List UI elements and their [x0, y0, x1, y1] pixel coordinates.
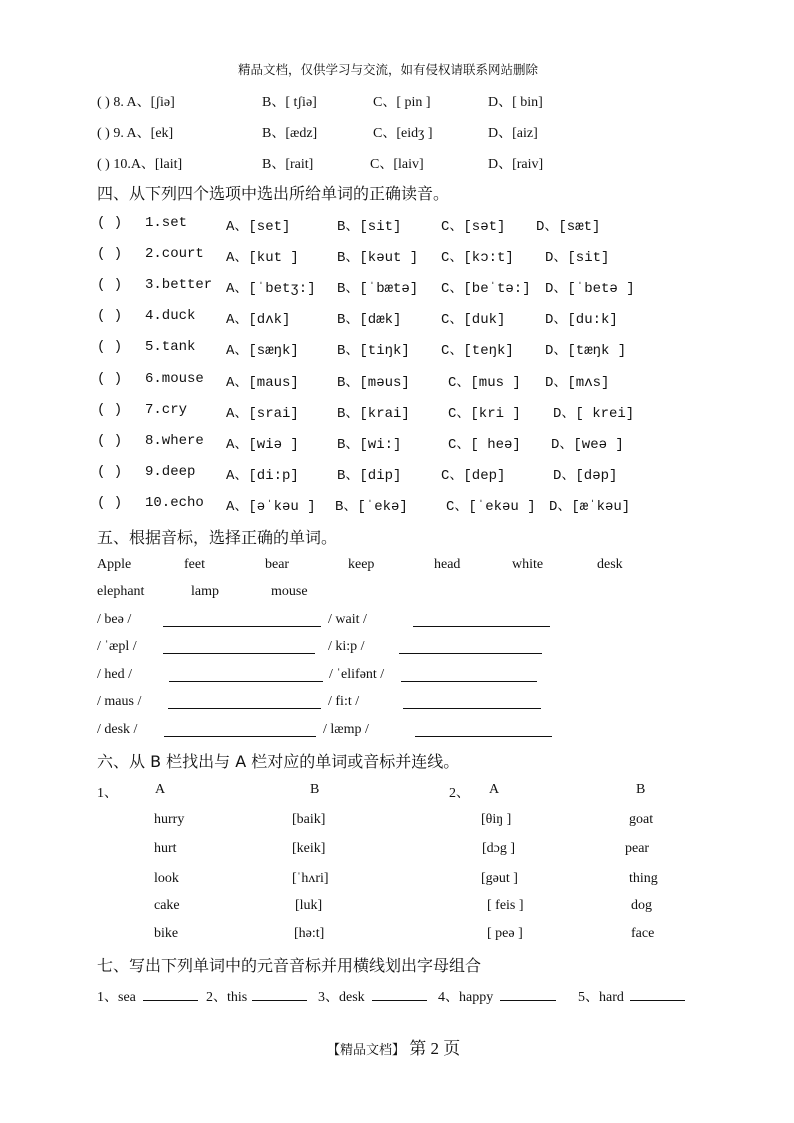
- option-d: D、[weə ]: [551, 437, 624, 453]
- question-stem: ( ) 10.A、[lait]: [97, 157, 183, 172]
- option-a: A、[sæŋk]: [226, 343, 299, 359]
- option-b: B、[məus]: [337, 375, 410, 391]
- match-item-a[interactable]: hurt: [154, 841, 177, 856]
- match-item-b[interactable]: [ˈhʌri]: [292, 871, 329, 886]
- question-word: 3.better: [145, 277, 213, 293]
- answer-blank[interactable]: [399, 639, 542, 654]
- answer-blank[interactable]: [415, 722, 552, 737]
- match-item-b[interactable]: goat: [629, 812, 654, 827]
- match-item-a[interactable]: [dɔg ]: [482, 841, 516, 856]
- question-word: 10.echo: [145, 495, 204, 511]
- match-item-b[interactable]: [baik]: [292, 812, 326, 827]
- question-word: 8.where: [145, 433, 204, 449]
- group-number: 2、: [449, 786, 470, 801]
- column-b-header: B: [636, 782, 646, 797]
- vowel-item-label: 1、sea: [97, 990, 136, 1005]
- answer-paren: ( ): [97, 433, 123, 449]
- question-word: 2.court: [145, 246, 204, 262]
- phonetic-label: / fi:t /: [328, 694, 360, 709]
- option-b: B、[wi:]: [337, 437, 402, 453]
- option-d: D、[du:k]: [545, 312, 618, 328]
- option-a: A、[kut ]: [226, 250, 299, 266]
- answer-blank[interactable]: [163, 612, 321, 627]
- question-word: 6.mouse: [145, 371, 204, 387]
- column-b-header: B: [310, 782, 320, 797]
- option-d: D、[æˈkəu]: [549, 499, 631, 515]
- answer-paren: ( ): [97, 402, 123, 418]
- answer-paren: ( ): [97, 339, 123, 355]
- option-c: C、[ heə]: [448, 437, 521, 453]
- answer-blank[interactable]: [163, 639, 315, 654]
- phonetic-label: / ki:p /: [328, 639, 365, 654]
- option-d: D、[aiz]: [488, 126, 538, 141]
- question-stem: ( ) 9. A、[ek]: [97, 126, 174, 141]
- section-7-title: 七、写出下列单词中的元音音标并用横线划出字母组合: [97, 956, 482, 975]
- answer-blank[interactable]: [164, 722, 316, 737]
- option-d: D、[ˈbetə ]: [545, 281, 635, 297]
- match-item-a[interactable]: [ peə ]: [487, 926, 523, 941]
- question-word: 4.duck: [145, 308, 196, 324]
- answer-paren: ( ): [97, 495, 123, 511]
- option-b: B、[ædz]: [262, 126, 318, 141]
- answer-paren: ( ): [97, 464, 123, 480]
- option-c: C、[beˈtə:]: [441, 281, 531, 297]
- option-b: B、[tiŋk]: [337, 343, 410, 359]
- option-a: A、[di:p]: [226, 468, 299, 484]
- question-stem: ( ) 8. A、[ʃiə]: [97, 95, 175, 110]
- answer-blank[interactable]: [169, 667, 323, 682]
- vowel-item-label: 2、this: [206, 990, 248, 1005]
- option-d: D、[ bin]: [488, 95, 543, 110]
- option-d: D、[mʌs]: [545, 375, 610, 391]
- question-word: 5.tank: [145, 339, 196, 355]
- word-bank-item: Apple: [97, 557, 132, 572]
- option-b: B、[dæk]: [337, 312, 402, 328]
- option-d: D、[ krei]: [553, 406, 635, 422]
- answer-blank[interactable]: [401, 667, 537, 682]
- option-c: C、[ pin ]: [373, 95, 431, 110]
- answer-paren: ( ): [97, 246, 123, 262]
- answer-blank[interactable]: [403, 694, 541, 709]
- option-d: D、[raiv]: [488, 157, 544, 172]
- option-a: A、[əˈkəu ]: [226, 499, 316, 515]
- answer-blank[interactable]: [252, 986, 307, 1001]
- match-item-a[interactable]: [ feis ]: [487, 898, 524, 913]
- column-a-header: A: [155, 782, 166, 797]
- option-d: D、[dəp]: [553, 468, 618, 484]
- group-number: 1、: [97, 786, 118, 801]
- page-number: 第 2 页: [409, 1039, 461, 1058]
- option-b: B、[ˈekə]: [335, 499, 408, 515]
- question-word: 1.set: [145, 215, 188, 231]
- match-item-b[interactable]: pear: [625, 841, 650, 856]
- option-a: A、[wiə ]: [226, 437, 299, 453]
- match-item-a[interactable]: hurry: [154, 812, 185, 827]
- phonetic-label: / hed /: [97, 667, 132, 682]
- phonetic-label: / læmp /: [323, 722, 369, 737]
- option-b: B、[kəut ]: [337, 250, 419, 266]
- footer-label: 【精品文档】: [327, 1043, 406, 1058]
- phonetic-label: / ˈæpl /: [97, 639, 137, 654]
- word-bank-item: head: [434, 557, 461, 572]
- option-c: C、[teŋk]: [441, 343, 514, 359]
- answer-paren: ( ): [97, 215, 123, 231]
- question-word: 7.cry: [145, 402, 188, 418]
- match-item-a[interactable]: [gəut ]: [481, 871, 518, 886]
- match-item-b[interactable]: thing: [629, 871, 658, 886]
- option-d: D、[tæŋk ]: [545, 343, 627, 359]
- option-b: B、[ˈbætə]: [337, 281, 419, 297]
- vowel-item-label: 5、hard: [578, 990, 624, 1005]
- option-c: C、[duk]: [441, 312, 506, 328]
- word-bank-item: keep: [348, 557, 375, 572]
- match-item-a[interactable]: [θiŋ ]: [481, 812, 512, 827]
- option-c: C、[kri ]: [448, 406, 521, 422]
- match-item-b[interactable]: [luk]: [295, 898, 323, 913]
- option-a: A、[dʌk]: [226, 312, 291, 328]
- option-a: A、[set]: [226, 219, 291, 235]
- option-a: A、[maus]: [226, 375, 299, 391]
- option-d: D、[sit]: [545, 250, 610, 266]
- match-item-a[interactable]: look: [154, 871, 179, 886]
- option-a: A、[ˈbetʒ:]: [226, 281, 316, 297]
- phonetic-label: / ˈelifənt /: [329, 667, 385, 682]
- word-bank-item: feet: [184, 557, 205, 572]
- match-item-a[interactable]: cake: [154, 898, 180, 913]
- match-item-b[interactable]: dog: [631, 898, 652, 913]
- word-bank-item: mouse: [271, 584, 308, 599]
- match-item-b[interactable]: face: [631, 926, 655, 941]
- vowel-item-label: 3、desk: [318, 990, 365, 1005]
- answer-paren: ( ): [97, 308, 123, 324]
- phonetic-label: / maus /: [97, 694, 142, 709]
- option-c: C、[mus ]: [448, 375, 521, 391]
- page-footer: [327, 1034, 460, 1059]
- answer-blank[interactable]: [413, 612, 550, 627]
- option-c: C、[eidʒ ]: [373, 126, 433, 141]
- phonetic-label: / beə /: [97, 612, 132, 627]
- word-bank-item: white: [512, 557, 544, 572]
- page-header: 精品文档，仅供学习与交流，如有侵权请联系网站删除: [238, 62, 539, 77]
- match-item-b[interactable]: [hə:t]: [294, 926, 325, 941]
- answer-blank[interactable]: [372, 986, 427, 1001]
- option-d: D、[sæt]: [536, 219, 601, 235]
- section-4-title: 四、从下列四个选项中选出所给单词的正确读音。: [97, 184, 450, 203]
- option-b: B、[sit]: [337, 219, 402, 235]
- word-bank-item: elephant: [97, 584, 145, 599]
- option-b: B、[rait]: [262, 157, 314, 172]
- option-b: B、[dip]: [337, 468, 402, 484]
- match-item-b[interactable]: [keik]: [292, 841, 326, 856]
- option-c: C、[laiv]: [370, 157, 424, 172]
- answer-blank[interactable]: [168, 694, 321, 709]
- word-bank-item: desk: [597, 557, 623, 572]
- option-c: C、[dep]: [441, 468, 506, 484]
- option-c: C、[ˈekəu ]: [446, 499, 536, 515]
- column-a-header: A: [489, 782, 500, 797]
- question-word: 9.deep: [145, 464, 196, 480]
- option-c: C、[kɔ:t]: [441, 250, 514, 266]
- phonetic-label: / wait /: [328, 612, 367, 627]
- word-bank-item: bear: [265, 557, 290, 572]
- answer-paren: ( ): [97, 277, 123, 293]
- option-b: B、[ tʃiə]: [262, 95, 317, 110]
- option-a: A、[srai]: [226, 406, 299, 422]
- option-b: B、[krai]: [337, 406, 410, 422]
- match-item-a[interactable]: bike: [154, 926, 179, 941]
- phonetic-label: / desk /: [97, 722, 138, 737]
- word-bank-item: lamp: [191, 584, 219, 599]
- answer-blank[interactable]: [630, 986, 685, 1001]
- section-5-title: 五、根据音标，选择正确的单词。: [97, 528, 338, 547]
- answer-blank[interactable]: [143, 986, 198, 1001]
- vowel-item-label: 4、happy: [438, 990, 494, 1005]
- answer-paren: ( ): [97, 371, 123, 387]
- option-c: C、[sət]: [441, 219, 506, 235]
- answer-blank[interactable]: [500, 986, 556, 1001]
- section-6-title: 六、从 B 栏找出与 A 栏对应的单词或音标并连线。: [97, 752, 460, 771]
